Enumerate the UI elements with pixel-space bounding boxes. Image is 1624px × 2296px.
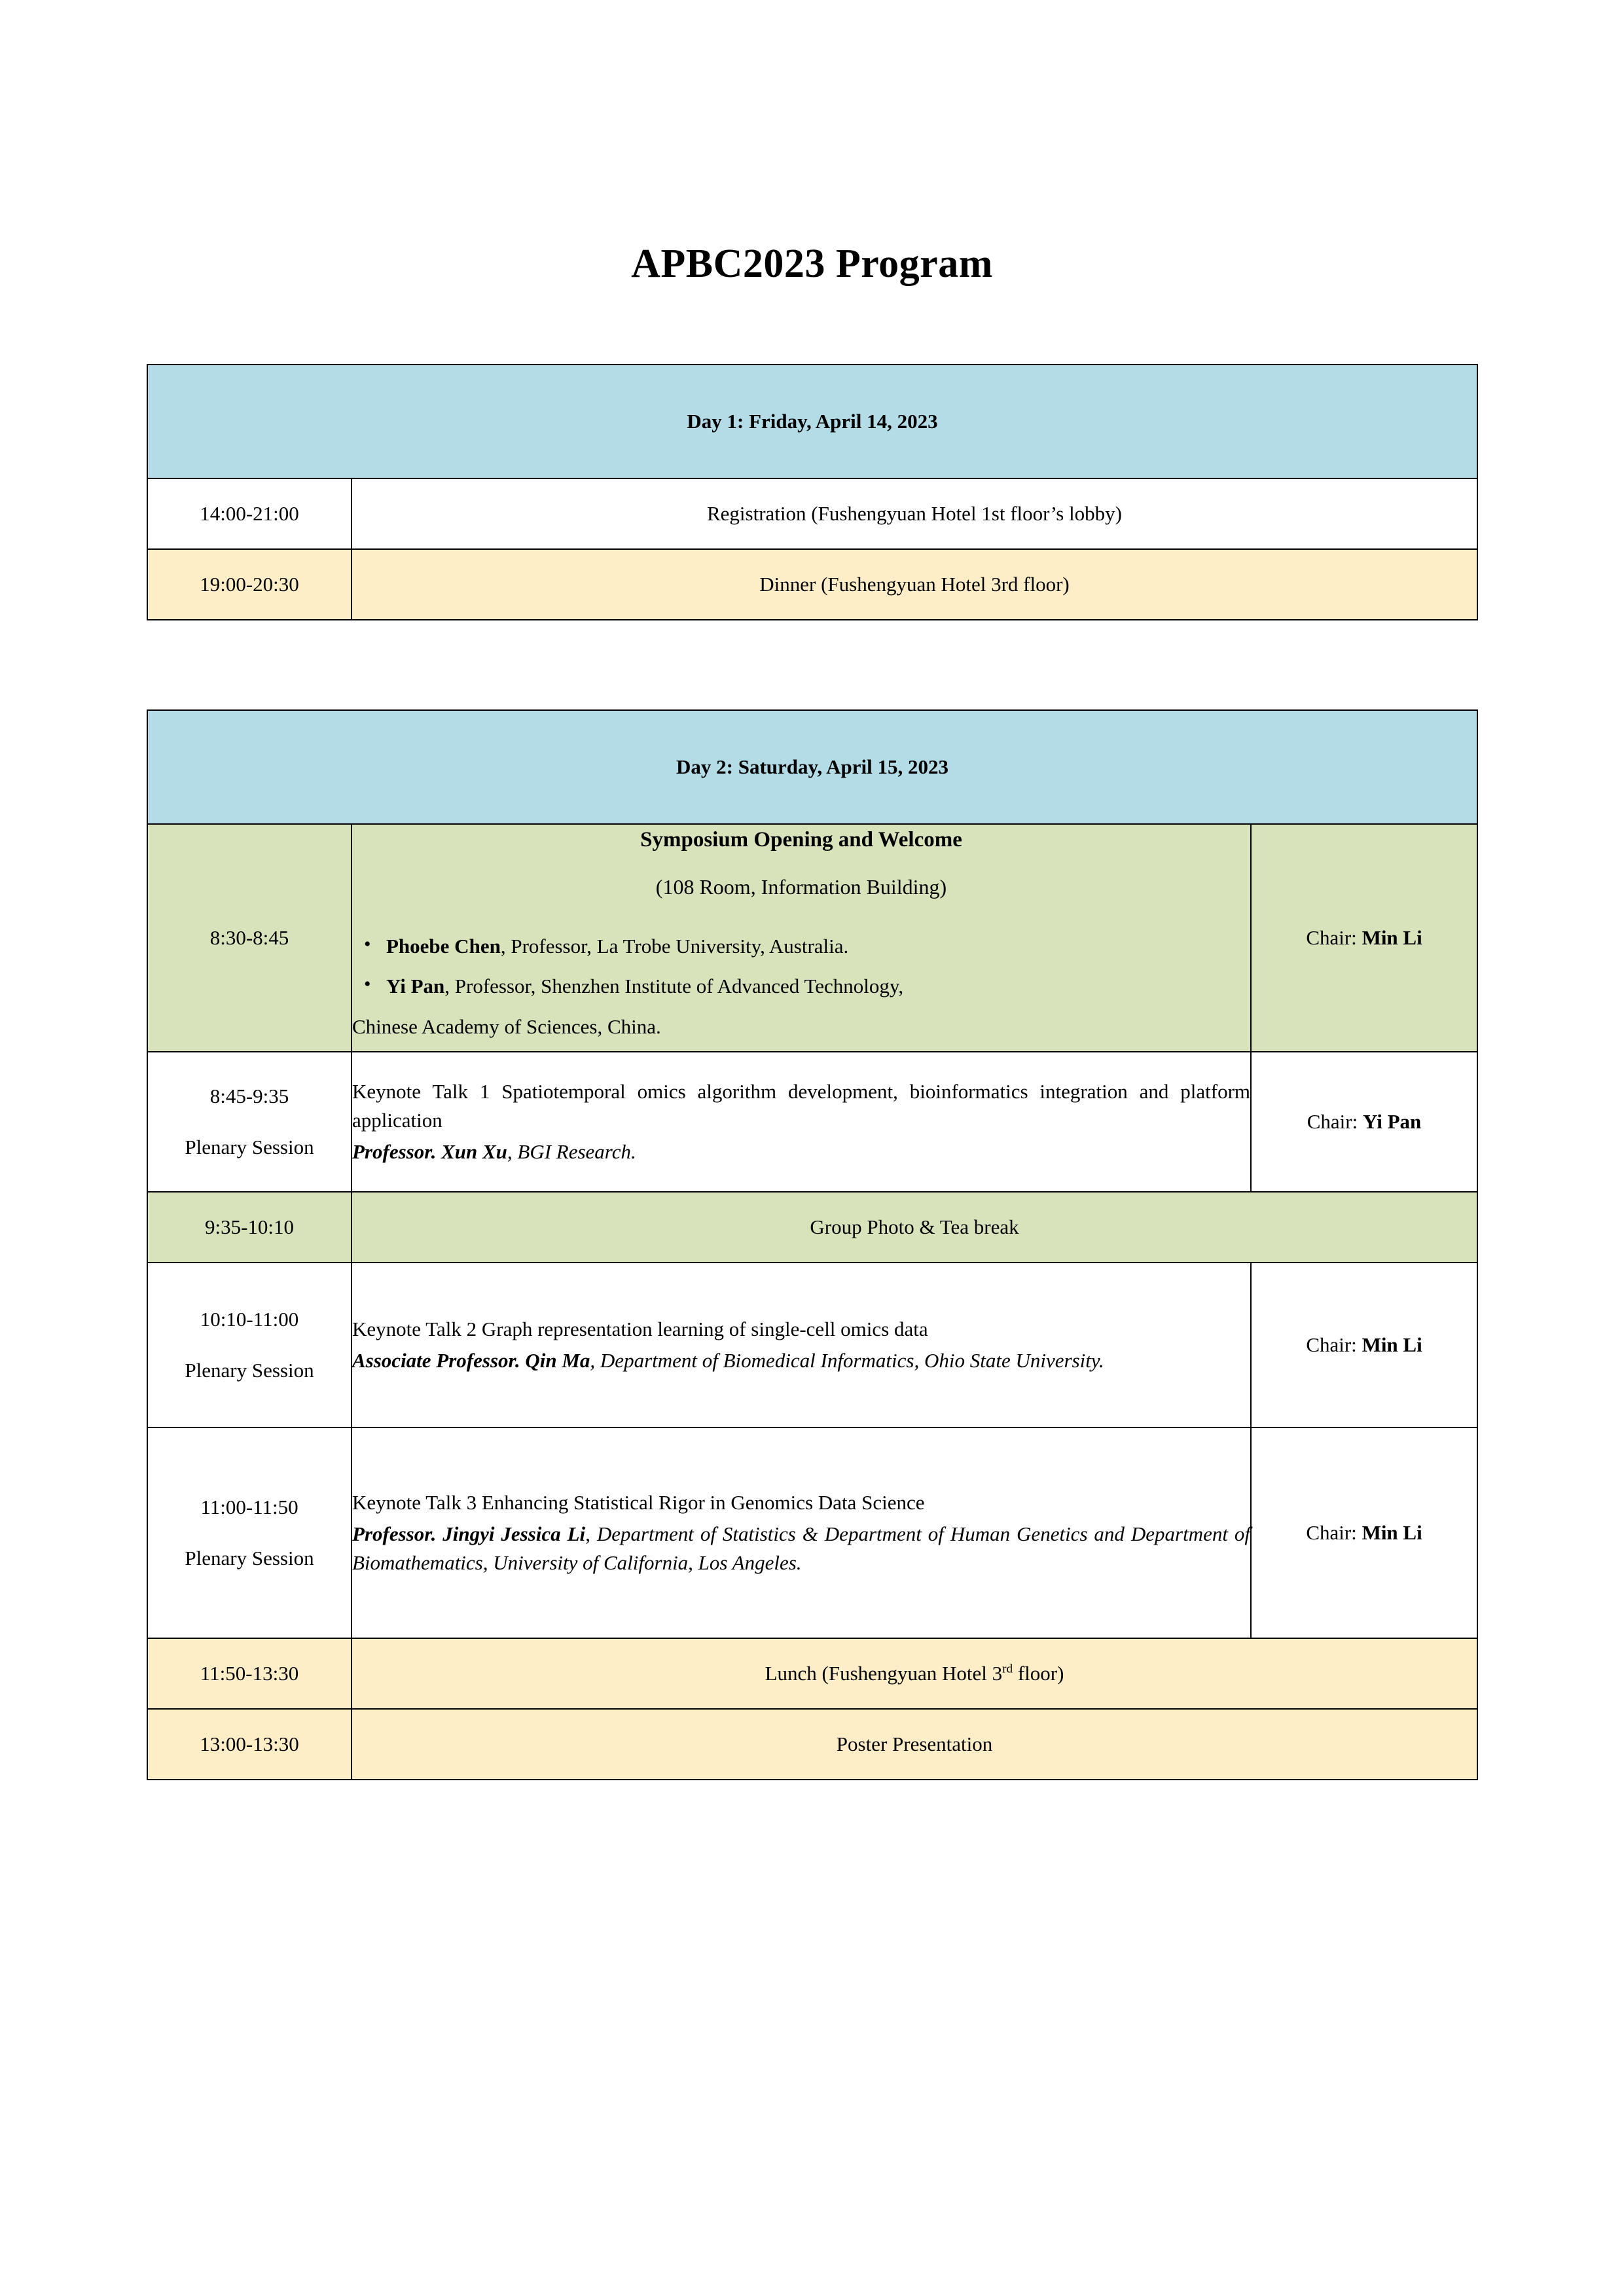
keynote3-time-cell	[147, 1427, 352, 1638]
keynote1-speaker-line	[352, 1138, 1250, 1166]
keynote2-speaker-name: Associate Professor. Qin Ma	[352, 1348, 590, 1372]
lunch-text-pre: Lunch (Fushengyuan Hotel 3	[765, 1661, 1003, 1685]
keynote2-time-cell	[147, 1263, 352, 1427]
keynote1-content-cell	[352, 1052, 1251, 1192]
chair-name: Min Li	[1362, 1333, 1422, 1356]
speaker-name: Yi Pan	[386, 975, 445, 998]
day1-header-row	[147, 365, 1477, 478]
keynote2-title: Keynote Talk 2 Graph representation learning of single-cell omics data	[352, 1317, 928, 1340]
opening-session-title: Symposium Opening and Welcome	[640, 828, 962, 852]
page-title: APBC2023 Program	[631, 242, 993, 286]
day1-header-cell: Day 1: Friday, April 14, 2023	[147, 365, 1477, 478]
chair-label: Chair:	[1306, 1520, 1362, 1544]
keynote3-title: Keynote Talk 3 Enhancing Statistical Rigor in Genomics Data Science	[352, 1490, 925, 1514]
keynote2-session-type: Plenary Session	[185, 1358, 314, 1382]
speaker-name: Phoebe Chen	[386, 935, 501, 958]
day1-table-wrapper	[147, 364, 1477, 620]
opening-chair-cell	[1251, 824, 1477, 1052]
bullet-icon: •	[364, 933, 371, 956]
keynote3-speaker-affiliation: , Department of Statistics & Department of Human Genetics and Department of Biomathematics, University of California, Los Angeles.	[352, 1522, 1250, 1574]
keynote1-time-cell	[147, 1052, 352, 1192]
speaker-affiliation-continued: Chinese Academy of Sciences, China.	[352, 1014, 661, 1038]
break1-content: Group Photo & Tea break	[352, 1192, 1477, 1263]
keynote2-time: 10:10-11:00	[200, 1307, 299, 1331]
list-item	[352, 931, 1250, 961]
keynote1-speaker-name: Professor. Xun Xu	[352, 1139, 507, 1163]
day1-schedule-table	[147, 364, 1478, 620]
lunch-time: 11:50-13:30	[147, 1638, 352, 1709]
opening-time: 8:30-8:45	[147, 824, 352, 1052]
keynote3-speaker-name: Professor. Jingyi Jessica Li	[352, 1522, 586, 1545]
opening-content-cell	[352, 824, 1251, 1052]
keynote3-chair-cell	[1251, 1427, 1477, 1638]
table-row	[147, 1709, 1477, 1780]
speaker-affiliation: , Professor, La Trobe University, Australia.	[500, 935, 849, 958]
chair-name: Min Li	[1362, 925, 1422, 949]
keynote1-session-type: Plenary Session	[185, 1135, 314, 1158]
table-row	[147, 549, 1477, 620]
keynote2-speaker-affiliation: , Department of Biomedical Informatics, Ohio State University.	[590, 1348, 1104, 1372]
keynote1-chair-cell	[1251, 1052, 1477, 1192]
chair-label: Chair:	[1307, 1109, 1363, 1133]
table-row	[147, 824, 1477, 1052]
keynote3-content-cell	[352, 1427, 1251, 1638]
poster-content: Poster Presentation	[352, 1709, 1477, 1780]
chair-name: Yi Pan	[1363, 1109, 1422, 1133]
chair-label: Chair:	[1306, 925, 1362, 949]
keynote3-speaker-line	[352, 1520, 1250, 1577]
keynote3-time: 11:00-11:50	[200, 1495, 298, 1518]
poster-time: 13:00-13:30	[147, 1709, 352, 1780]
lunch-ordinal-suffix: rd	[1002, 1662, 1013, 1676]
day2-table-wrapper	[147, 709, 1477, 1780]
speaker-affiliation: , Professor, Shenzhen Institute of Advanced Technology,	[444, 975, 904, 998]
day1-row1-time: 14:00-21:00	[147, 478, 352, 549]
list-item-continuation	[352, 1011, 1250, 1042]
day2-header-row	[147, 710, 1477, 824]
table-row	[147, 1263, 1477, 1427]
table-row	[147, 1192, 1477, 1263]
keynote3-session-type: Plenary Session	[185, 1546, 314, 1570]
keynote2-speaker-line	[352, 1346, 1250, 1375]
opening-speaker-list	[352, 931, 1250, 1041]
lunch-content	[352, 1638, 1477, 1709]
chair-name: Min Li	[1362, 1520, 1422, 1544]
table-row	[147, 1427, 1477, 1638]
keynote1-time: 8:45-9:35	[209, 1084, 289, 1107]
day2-header-cell: Day 2: Saturday, April 15, 2023	[147, 710, 1477, 824]
list-item	[352, 971, 1250, 1001]
chair-label: Chair:	[1306, 1333, 1362, 1356]
day1-row2-content: Dinner (Fushengyuan Hotel 3rd floor)	[352, 549, 1477, 620]
break1-time: 9:35-10:10	[147, 1192, 352, 1263]
opening-session-room: (108 Room, Information Building)	[655, 874, 947, 899]
bullet-icon: •	[364, 973, 371, 996]
day2-schedule-table	[147, 709, 1478, 1780]
table-row	[147, 1052, 1477, 1192]
lunch-text-post: floor)	[1013, 1661, 1064, 1685]
keynote1-speaker-affiliation: , BGI Research.	[507, 1139, 636, 1163]
keynote2-chair-cell	[1251, 1263, 1477, 1427]
keynote2-content-cell	[352, 1263, 1251, 1427]
table-row	[147, 478, 1477, 549]
day1-row2-time: 19:00-20:30	[147, 549, 352, 620]
day1-row1-content: Registration (Fushengyuan Hotel 1st floor’s lobby)	[352, 478, 1477, 549]
table-row	[147, 1638, 1477, 1709]
keynote1-title: Keynote Talk 1 Spatiotemporal omics algorithm development, bioinformatics integration and platform application	[352, 1079, 1250, 1132]
